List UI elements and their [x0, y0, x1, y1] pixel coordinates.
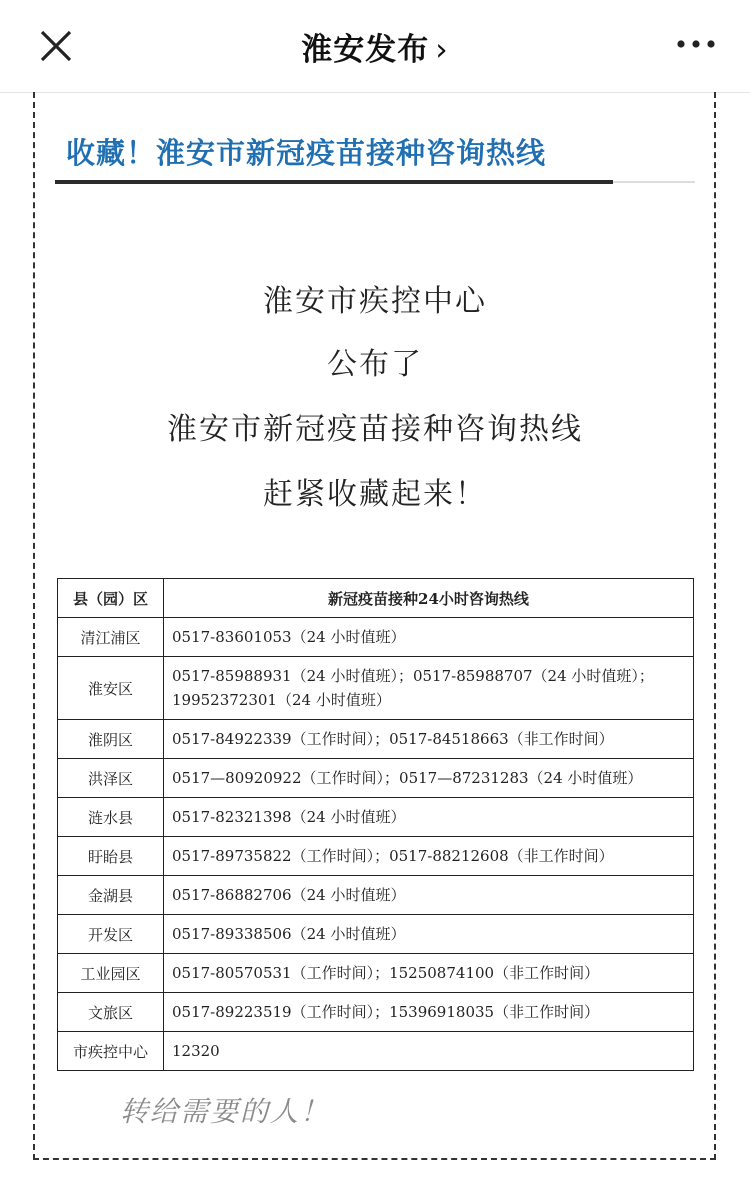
hotline-cell: 0517-84922339（工作时间）；0517-84518663（非工作时间）	[164, 720, 694, 759]
hotline-cell: 0517-89735822（工作时间）；0517-88212608（非工作时间）	[164, 837, 694, 876]
account-name[interactable]: 淮安发布	[301, 32, 430, 68]
hotline-cell: 0517-82321398（24 小时值班）	[164, 798, 694, 837]
table-row	[58, 876, 694, 915]
column-header-hotline: 新冠疫苗接种24小时咨询热线	[164, 579, 694, 618]
article-headline: 收藏！淮安市新冠疫苗接种咨询热线	[66, 136, 547, 170]
hotline-cell: 0517-89223519（工作时间）；15396918035（非工作时间）	[164, 993, 694, 1032]
share-prompt: 转给需要的人！	[120, 1095, 331, 1128]
district-cell: 文旅区	[58, 993, 164, 1032]
district-cell: 工业园区	[58, 954, 164, 993]
table-row	[58, 618, 694, 657]
table-row	[58, 720, 694, 759]
intro-line: 公布了	[327, 347, 423, 382]
hotline-cell: 0517-85988931（24 小时值班）；0517-85988707（24 小时值班）；19952372301（24 小时值班）	[164, 657, 694, 720]
table-row	[58, 798, 694, 837]
table-row	[58, 915, 694, 954]
district-cell: 淮安区	[58, 657, 164, 720]
table-row	[58, 1032, 694, 1071]
table-row	[58, 993, 694, 1032]
table-row	[58, 657, 694, 720]
district-cell: 清江浦区	[58, 618, 164, 657]
table-header-row	[58, 579, 694, 618]
district-cell: 市疾控中心	[58, 1032, 164, 1071]
district-cell: 金湖县	[58, 876, 164, 915]
hotline-cell: 0517—80920922（工作时间）；0517—87231283（24 小时值班）	[164, 759, 694, 798]
hotline-table	[57, 578, 694, 1071]
chevron-right-icon: ›	[435, 32, 449, 68]
table-row	[58, 837, 694, 876]
district-cell: 盱眙县	[58, 837, 164, 876]
intro-line: 淮安市疾控中心	[263, 284, 487, 319]
account-title[interactable]	[0, 24, 750, 69]
nav-bar	[0, 0, 750, 93]
district-cell: 洪泽区	[58, 759, 164, 798]
hotline-cell: 0517-86882706（24 小时值班）	[164, 876, 694, 915]
hotline-cell: 0517-80570531（工作时间）；15250874100（非工作时间）	[164, 954, 694, 993]
hotline-cell: 12320	[164, 1032, 694, 1071]
hotline-cell: 0517-89338506（24 小时值班）	[164, 915, 694, 954]
headline-rule	[613, 181, 695, 183]
intro-line: 淮安市新冠疫苗接种咨询热线	[167, 412, 583, 447]
district-cell: 涟水县	[58, 798, 164, 837]
intro-line: 赶紧收藏起来！	[263, 477, 487, 512]
district-cell: 开发区	[58, 915, 164, 954]
table-row	[58, 954, 694, 993]
table-row	[58, 759, 694, 798]
column-header-district: 县（园）区	[58, 579, 164, 618]
hotline-cell: 0517-83601053（24 小时值班）	[164, 618, 694, 657]
district-cell: 淮阴区	[58, 720, 164, 759]
more-icon[interactable]	[676, 34, 716, 54]
headline-underline	[55, 180, 613, 184]
